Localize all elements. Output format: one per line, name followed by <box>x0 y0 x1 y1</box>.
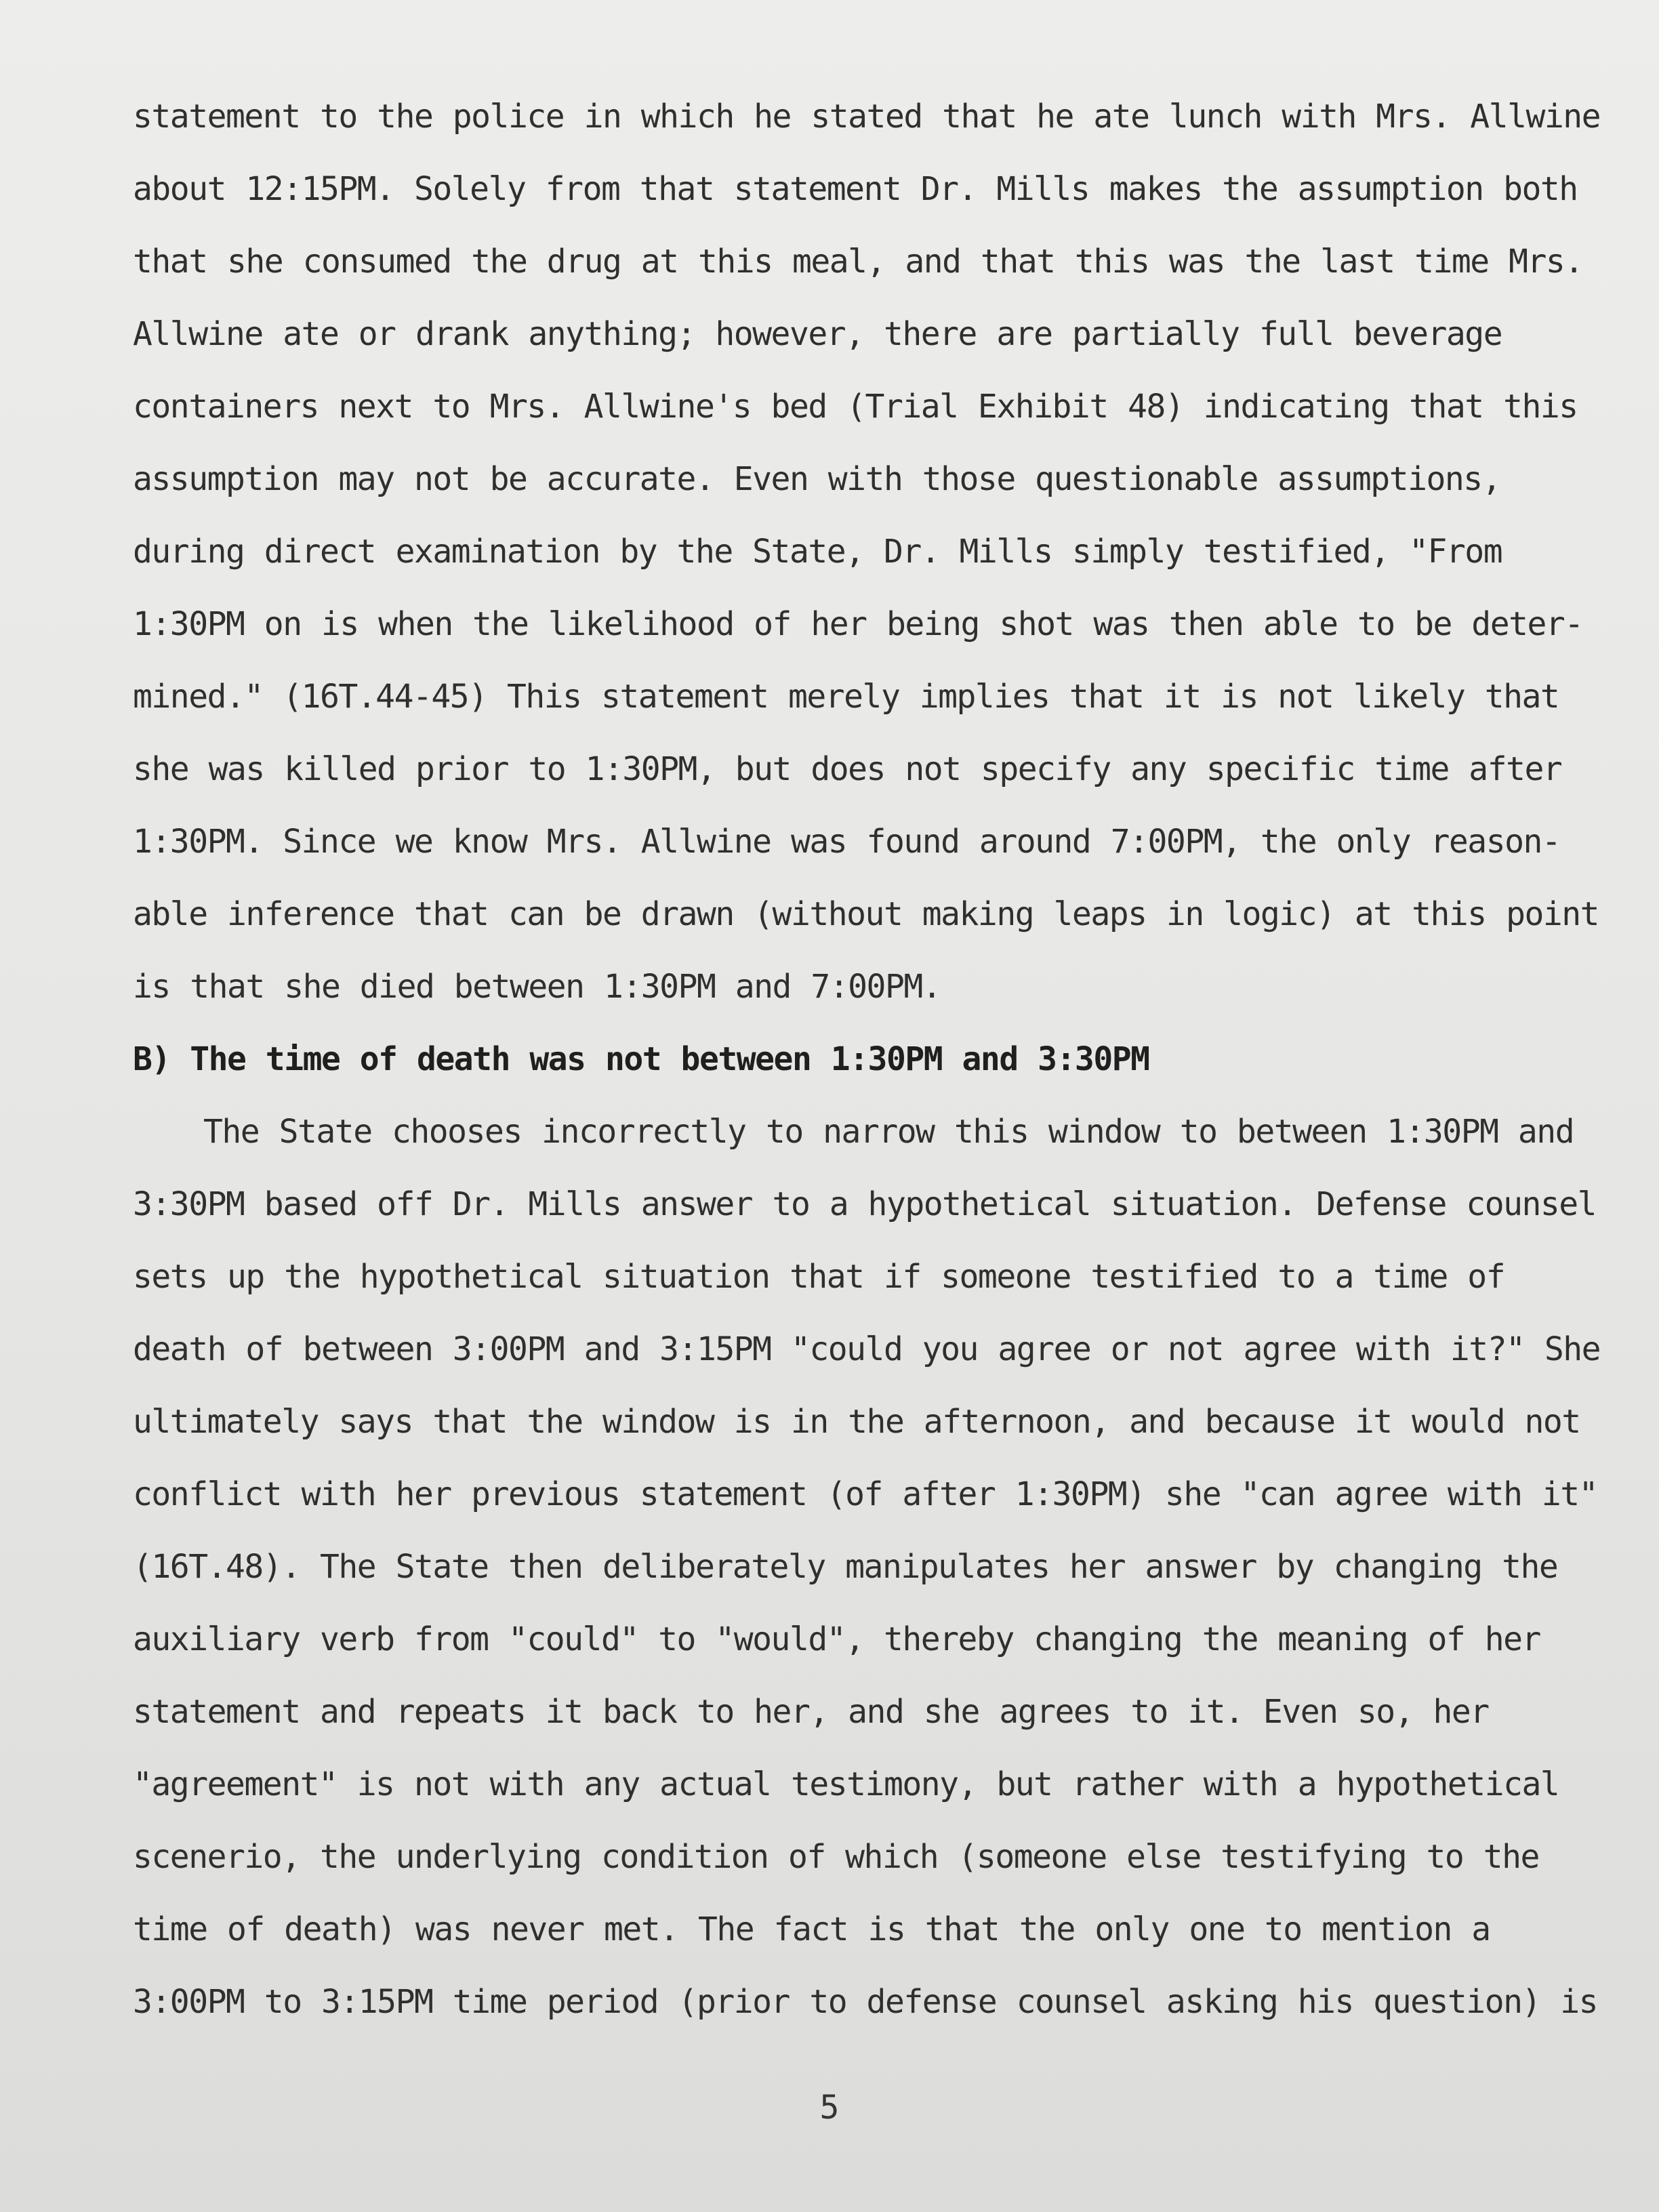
text-line: assumption may not be accurate. Even with those questionable assumptions, <box>133 460 1501 498</box>
text-line: Allwine ate or drank anything; however, there are partially full beverage <box>133 315 1502 353</box>
text-line: death of between 3:00PM and 3:15PM "could you agree or not agree with it?" She <box>133 1330 1601 1368</box>
text-line: ultimately says that the window is in the afternoon, and because it would not <box>133 1403 1580 1441</box>
text-line: statement to the police in which he stated that he ate lunch with Mrs. Allwine <box>133 98 1601 136</box>
text-line: statement and repeats it back to her, and she agrees to it. Even so, her <box>133 1693 1489 1731</box>
text-line: conflict with her previous statement (of after 1:30PM) she "can agree with it" <box>133 1475 1598 1513</box>
text-line: about 12:15PM. Solely from that statement Dr. Mills makes the assumption both <box>133 170 1578 208</box>
text-line: time of death) was never met. The fact is that the only one to mention a <box>133 1910 1490 1948</box>
page-number: 5 <box>819 2089 840 2127</box>
text-line: containers next to Mrs. Allwine's bed (Trial Exhibit 48) indicating that this <box>133 388 1578 426</box>
text-line: is that she died between 1:30PM and 7:00PM. <box>133 968 941 1006</box>
text-line: (16T.48). The State then deliberately manipulates her answer by changing the <box>133 1548 1558 1586</box>
text-line: mined." (16T.44-45) This statement merely implies that it is not likely that <box>133 678 1559 716</box>
text-line: scenerio, the underlying condition of which (someone else testifying to the <box>133 1838 1539 1876</box>
text-line: she was killed prior to 1:30PM, but does not specify any specific time after <box>133 750 1562 788</box>
text-line: "agreement" is not with any actual testimony, but rather with a hypothetical <box>133 1765 1559 1803</box>
text-line: 1:30PM. Since we know Mrs. Allwine was found around 7:00PM, the only reason- <box>133 823 1561 861</box>
text-line: 1:30PM on is when the likelihood of her being shot was then able to be deter- <box>133 605 1583 643</box>
text-line: that she consumed the drug at this meal, and that this was the last time Mrs. <box>133 243 1583 281</box>
text-line: able inference that can be drawn (without making leaps in logic) at this point <box>133 895 1599 933</box>
text-line: sets up the hypothetical situation that if someone testified to a time of <box>133 1258 1505 1296</box>
text-line: 3:30PM based off Dr. Mills answer to a hypothetical situation. Defense counsel <box>133 1185 1597 1223</box>
section-heading: B) The time of death was not between 1:30PM and 3:30PM <box>133 1040 1149 1078</box>
text-line: 3:00PM to 3:15PM time period (prior to defense counsel asking his question) is <box>133 1983 1598 2021</box>
text-line: The State chooses incorrectly to narrow this window to between 1:30PM and <box>203 1113 1574 1151</box>
text-line: auxiliary verb from "could" to "would", thereby changing the meaning of her <box>133 1620 1540 1658</box>
text-line: during direct examination by the State, Dr. Mills simply testified, "From <box>133 533 1502 571</box>
